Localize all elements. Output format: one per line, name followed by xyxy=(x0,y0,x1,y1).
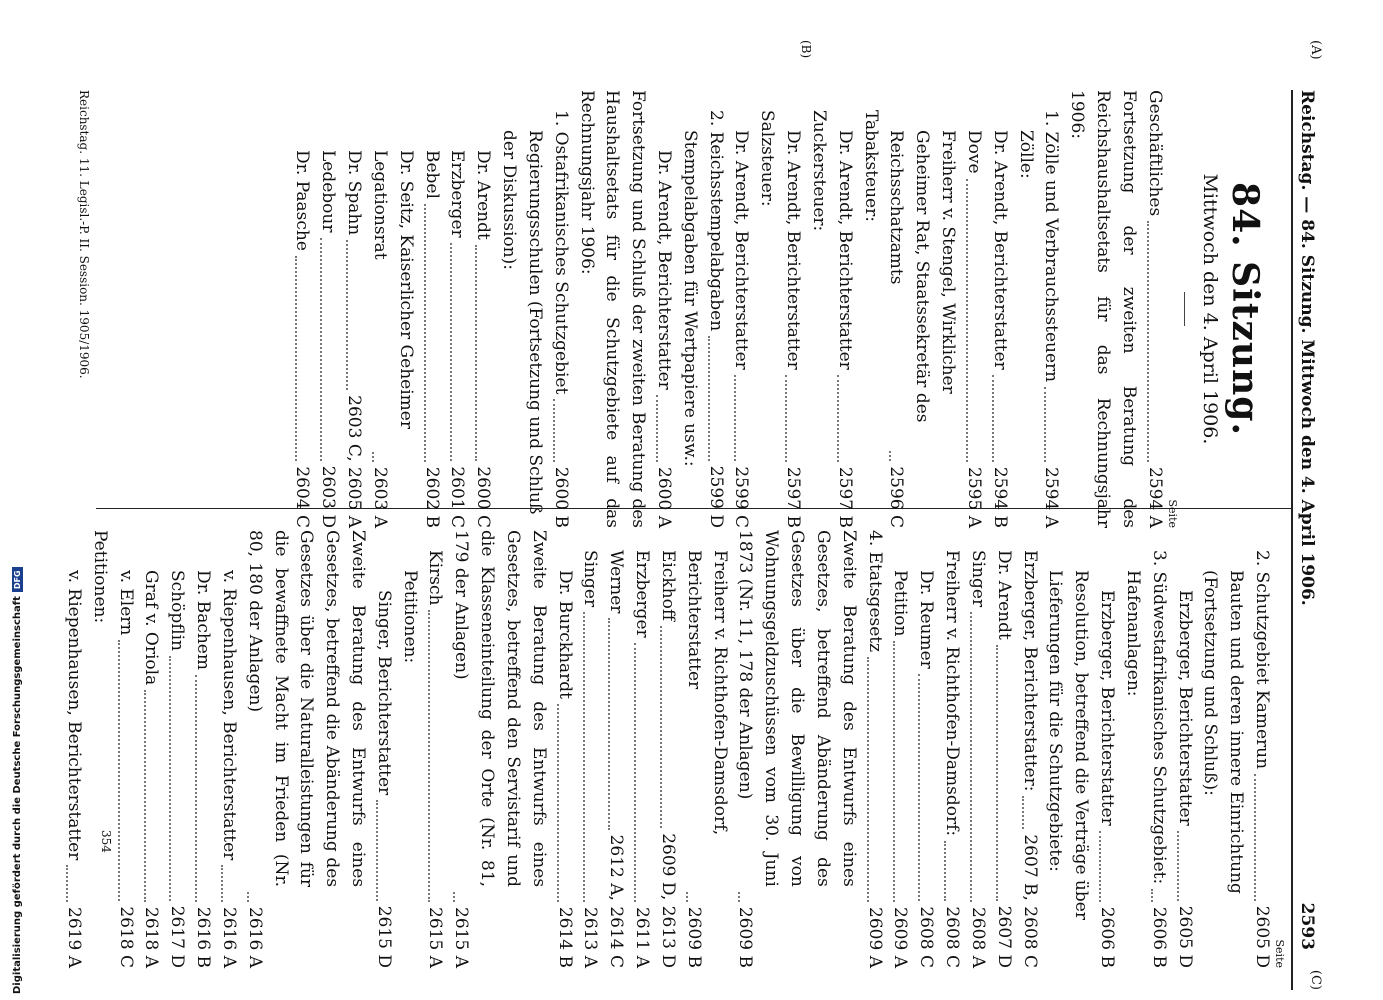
entry-page: 2601 C xyxy=(447,466,468,528)
entry-text: Dr. Paasche xyxy=(292,150,313,251)
toc-entry xyxy=(1038,90,1064,528)
entry-text: Zweite Beratung des Entwurfs eines Gesetzes, betreffend den Servistarif und die Klasseneinteilung der Orte (Nr. 81, 179 der Anlagen) xyxy=(451,530,549,888)
entry-page: 2609 B xyxy=(683,906,704,968)
toc-entry xyxy=(60,530,86,968)
dot-leader xyxy=(195,675,197,902)
toc-entry xyxy=(1141,90,1167,528)
entry-text: Bebel xyxy=(421,150,442,199)
seite-label: Seite xyxy=(1273,939,1286,968)
toc-entry xyxy=(964,530,990,968)
header-rule xyxy=(1291,90,1293,990)
dot-leader xyxy=(893,641,895,902)
toc-subheading: Salzsteuer: xyxy=(757,110,778,207)
dot-leader xyxy=(738,892,740,902)
entry-page: 2609 A xyxy=(890,907,911,968)
entry-page: 2605 D xyxy=(1174,905,1195,968)
toc-entry xyxy=(138,530,164,968)
dot-leader xyxy=(996,645,998,901)
toc-entry xyxy=(418,90,444,528)
entry-text: Freiherr v. Richthofen-Damsdorf, Berichterstatter xyxy=(683,550,730,836)
entry-text: Werner xyxy=(606,550,627,614)
entry-page: 2618 C xyxy=(115,906,136,968)
entry-page: 2618 A xyxy=(141,907,162,968)
dot-leader xyxy=(867,657,869,902)
entry-text: Dr. Reumer xyxy=(916,570,937,669)
toc-entry xyxy=(444,90,470,528)
dot-leader xyxy=(144,690,146,902)
entry-page: 2603 D xyxy=(318,465,339,528)
entry-page: 2600 C xyxy=(473,466,494,528)
margin-marker-b: (B) xyxy=(799,40,813,59)
digitization-note xyxy=(12,567,23,994)
dot-leader xyxy=(320,238,322,461)
entry-page: 2609 A xyxy=(864,907,885,968)
entry-page: 2605 D xyxy=(1252,905,1272,968)
entry-page: 2615 A xyxy=(425,907,446,968)
entry-page: 2609 B xyxy=(735,906,756,968)
entry-text: Erzberger xyxy=(447,150,468,238)
entry-text: Singer xyxy=(967,550,988,608)
right-column xyxy=(60,530,1285,968)
entry-text: Eickhoff xyxy=(657,550,678,621)
entry-text: Geschäftliches xyxy=(1144,90,1165,217)
running-header xyxy=(1293,90,1319,950)
toc-entry xyxy=(960,90,986,528)
dot-leader xyxy=(1022,796,1024,829)
corner-marker-a: (A) xyxy=(1308,40,1323,60)
toc-entry xyxy=(1016,530,1042,968)
toc-entry xyxy=(551,530,577,968)
toc-entry xyxy=(241,530,370,968)
dot-leader xyxy=(1044,387,1046,462)
dot-leader xyxy=(553,399,555,462)
entry-page: 2613 A xyxy=(580,907,601,968)
entry-text: Dr. Bachem xyxy=(193,570,214,670)
entry-page: 2616 B xyxy=(193,906,214,968)
toc-entry xyxy=(912,530,938,968)
dot-leader xyxy=(992,375,994,462)
toc-entry xyxy=(650,90,676,528)
entry-page: 2617 D xyxy=(167,905,188,968)
page-number: 2593 xyxy=(1297,902,1317,950)
entry-page: 2615 A xyxy=(451,907,472,968)
entry-page: 2602 B xyxy=(421,466,442,528)
toc-entry xyxy=(986,90,1012,528)
dot-leader xyxy=(424,204,426,462)
toc-entry xyxy=(887,530,913,968)
entry-text: Dr. Spahn xyxy=(344,150,365,236)
toc-entry xyxy=(340,90,366,528)
toc-subheading: Petitionen: xyxy=(89,530,110,624)
entry-text: Erzberger, Berichterstatter: xyxy=(1019,550,1040,792)
entry-text: Dr. Burckhardt xyxy=(554,570,575,700)
dot-leader xyxy=(656,395,658,462)
scanned-page xyxy=(55,30,1325,990)
entry-page: 2608 A xyxy=(967,907,988,968)
dot-leader xyxy=(785,375,787,462)
dot-leader xyxy=(1177,831,1179,901)
entry-page: 2616 A xyxy=(244,907,265,968)
dot-leader xyxy=(118,640,120,901)
toc-subheading: Resolution, betreffend die Verträge über Lieferungen für die Schutzgebiete: xyxy=(1045,570,1092,920)
dot-leader xyxy=(450,243,452,462)
toc-entry xyxy=(163,530,189,968)
entry-page: 2594 B xyxy=(989,466,1010,528)
entry-page: 2603 C, 2605 A xyxy=(344,395,365,528)
entry-page: 2595 A xyxy=(963,467,984,528)
dot-leader xyxy=(475,245,477,461)
toc-entry xyxy=(680,530,732,968)
toc-entry xyxy=(883,90,960,528)
toc-entry xyxy=(370,530,396,968)
dot-leader xyxy=(970,612,972,902)
entry-page: 2594 A xyxy=(1041,467,1062,528)
funding-text: Digitalisierung gefördert durch die Deutsche Forschungsgemeinschaft xyxy=(12,596,23,994)
entry-text: Erzberger, Berichterstatter xyxy=(1174,590,1195,826)
entry-text: Dr. Seitz, Kaiserlicher Geheimer Legationsrat xyxy=(369,150,416,429)
corner-marker-c: (C) xyxy=(1308,969,1323,990)
dot-leader xyxy=(944,841,946,901)
toc-entry xyxy=(189,530,215,968)
session-footer: Reichstag. 11. Legisl.-P. II. Session. 1905/1906. xyxy=(77,90,91,379)
entry-text: 1. Zölle und Verbrauchssteuern xyxy=(1041,110,1062,383)
entry-text: Dr. Arendt xyxy=(473,150,494,240)
entry-text: 1. Ostafrikanisches Schutzgebiet xyxy=(550,110,571,395)
dot-leader xyxy=(1151,889,1153,902)
dot-leader xyxy=(346,240,348,390)
dot-leader xyxy=(376,800,378,901)
entry-text: Dr. Arendt, Berichterstatter xyxy=(989,130,1010,370)
toc-entry xyxy=(628,530,654,968)
toc-entry xyxy=(779,90,805,528)
dot-leader xyxy=(1147,221,1149,462)
entry-page: 2596 C xyxy=(886,466,907,528)
entry-page: 2611 A xyxy=(632,907,653,968)
entry-page: 2594 A xyxy=(1144,467,1165,528)
entry-page: 2603 A xyxy=(369,467,390,528)
dot-leader xyxy=(686,892,688,902)
session-date: Mittwoch den 4. April 1906. xyxy=(1198,173,1221,445)
dot-leader xyxy=(169,656,171,901)
toc-entry xyxy=(469,90,495,528)
entry-text: 3. Südwestafrikanisches Schutzgebiet: xyxy=(1148,550,1169,885)
sheet-number: 354 xyxy=(99,830,113,853)
toc-entry xyxy=(602,530,628,968)
entry-page: 2597 B xyxy=(834,466,855,528)
toc-entry xyxy=(448,530,551,968)
toc-entry xyxy=(422,530,448,968)
dot-leader xyxy=(918,674,920,902)
dot-leader xyxy=(1099,831,1101,902)
toc-entry xyxy=(732,530,861,968)
entry-text: v. Riepenhausen, Berichterstatter xyxy=(218,570,239,861)
dot-leader xyxy=(660,626,662,828)
entry-text: Singer, Berichterstatter xyxy=(373,590,394,796)
entry-text: Erzberger xyxy=(632,550,653,638)
entry-text: Erzberger, Berichterstatter xyxy=(1097,590,1118,826)
session-title: 84. Sitzung. xyxy=(1224,182,1266,436)
toc-heading: Fortsetzung der zweiten Beratung des Reichshaushaltsetats für das Rechnungsjahr 1906: xyxy=(1067,90,1139,528)
seite-label: Seite xyxy=(1165,499,1179,528)
entry-text: Freiherr v. Stengel, Wirklicher Geheimer Rat, Staatssekretär des Reichsschatzamts xyxy=(886,130,959,423)
entry-page: 2608 C xyxy=(916,906,937,968)
entry-text: v. Riepenhausen, Berichterstatter xyxy=(63,570,84,861)
entry-page: 2600 B xyxy=(550,466,571,528)
dot-leader xyxy=(889,451,891,461)
entry-page: 2612 A, 2614 C xyxy=(606,834,627,968)
toc-entry xyxy=(215,530,241,968)
dot-leader xyxy=(608,618,610,829)
toc-entry xyxy=(289,90,315,528)
entry-text: Dr. Arendt, Berichterstatter xyxy=(731,130,752,370)
entry-text: v. Elern xyxy=(115,570,136,636)
toc-heading: Fortsetzung und Schluß der zweiten Beratung des Haushaltsetats für die Schutzgebiete auf das Rechnungsjahr 1906: xyxy=(576,90,649,528)
entry-page: 2599 C xyxy=(731,466,752,528)
entry-text: Freiherr v. Richthofen-Damsdorf: xyxy=(942,550,963,837)
entry-page: 2615 D xyxy=(373,905,394,968)
entry-page: 2614 B xyxy=(554,906,575,968)
toc-entry xyxy=(1171,530,1197,968)
entry-page: 2609 D, 2613 D xyxy=(657,833,678,968)
dot-leader xyxy=(708,336,710,461)
dot-leader xyxy=(428,610,430,902)
toc-subheading: Petitionen: xyxy=(399,570,420,664)
toc-subheading: Regierungsschulen (Fortsetzung und Schluß der Diskussion): xyxy=(499,130,545,515)
dot-leader xyxy=(221,865,223,902)
dot-leader xyxy=(1254,774,1256,901)
toc-entry xyxy=(654,530,680,968)
dot-leader xyxy=(295,256,297,461)
toc-entry xyxy=(861,530,887,968)
entry-page: 2599 D xyxy=(705,465,726,528)
toc-entry xyxy=(831,90,857,528)
entry-text: Dr. Arendt, Berichterstatter xyxy=(783,130,804,370)
title-rule xyxy=(1184,292,1185,326)
toc-entry xyxy=(728,90,754,528)
dot-leader xyxy=(966,179,968,463)
toc-entry xyxy=(1248,530,1274,968)
entry-text: Graf v. Oriola xyxy=(141,570,162,686)
entry-page: 2606 B xyxy=(1148,906,1169,968)
entry-page: 2604 C xyxy=(292,466,313,528)
toc-entry xyxy=(938,530,964,968)
dfg-logo: DFG xyxy=(12,567,23,592)
entry-page: 2616 A xyxy=(218,907,239,968)
dot-leader xyxy=(66,865,68,902)
dot-leader xyxy=(634,643,636,902)
toc-entry xyxy=(702,90,728,528)
entry-text: Schöpflin xyxy=(167,570,188,651)
dot-leader xyxy=(837,375,839,462)
entry-page: 2607 D xyxy=(993,905,1014,968)
entry-page: 2600 A xyxy=(654,467,674,528)
toc-subheading: Tabaksteuer: xyxy=(860,110,881,222)
toc-entry xyxy=(112,530,138,968)
dot-leader xyxy=(247,892,249,902)
entry-page: 2597 B xyxy=(783,466,804,528)
entry-text: Ledebour xyxy=(318,150,339,233)
entry-text: Dr. Arendt xyxy=(993,550,1014,640)
toc-entry xyxy=(366,90,418,528)
toc-subheading: Zuckersteuer: xyxy=(808,110,829,232)
toc-entry xyxy=(990,530,1016,968)
dot-leader xyxy=(372,452,374,462)
toc-subheading: Bauten und deren innere Einrichtung (Fortsetzung und Schluß): xyxy=(1200,570,1247,894)
left-column xyxy=(289,90,1285,528)
toc-subheading: Hafenanlagen: xyxy=(1122,570,1143,697)
dot-leader xyxy=(557,704,559,902)
entry-page: 2619 A xyxy=(63,907,84,968)
toc-entry xyxy=(1145,530,1171,968)
dot-leader xyxy=(454,892,456,902)
entry-text: Kirsch xyxy=(425,550,446,606)
toc-subheading: Stempelabgaben für Wertpapiere usw.: xyxy=(679,130,700,467)
entry-page: 2606 B xyxy=(1097,906,1118,968)
entry-text: Zweite Beratung des Entwurfs eines Gesetzes, betreffend die Abänderung des Gesetzes über die Naturalleistungen für die bewaffnete Macht im Frieden (Nr. 80, 180 der Anlagen) xyxy=(244,530,369,888)
toc-entry xyxy=(1093,530,1119,968)
dot-leader xyxy=(734,375,736,462)
toc-entry xyxy=(547,90,573,528)
entry-text: Petition xyxy=(890,570,911,637)
entry-text: Singer xyxy=(580,550,601,608)
entry-text: 2. Reichsstempelabgaben xyxy=(705,110,726,332)
toc-subheading: Zölle: xyxy=(1015,130,1036,179)
running-header-title: Reichstag. — 84. Sitzung. Mittwoch den 4. April 1906. xyxy=(1297,90,1317,606)
entry-page: 2607 B, 2608 C xyxy=(1019,834,1040,968)
entry-text: Dove xyxy=(963,130,984,174)
entry-text: Zweite Beratung des Entwurfs eines Gesetzes, betreffend Abänderung des Gesetzes über die Bewilligung von Wohnungsgeldzuschüssen vom 30. Juni 1873 (Nr. 11, 178 der Anlagen) xyxy=(735,530,859,887)
toc-entry xyxy=(314,90,340,528)
entry-text: Dr. Arendt, Berichterstatter xyxy=(834,130,855,370)
entry-text: 2. Schutzgebiet Kamerun xyxy=(1252,550,1272,770)
entry-text: Dr. Arendt, Berichterstatter xyxy=(654,150,674,390)
dot-leader xyxy=(583,612,585,902)
entry-page: 2608 C xyxy=(942,906,963,968)
entry-text: 4. Etatsgesetz xyxy=(864,530,885,653)
toc-entry xyxy=(577,530,603,968)
